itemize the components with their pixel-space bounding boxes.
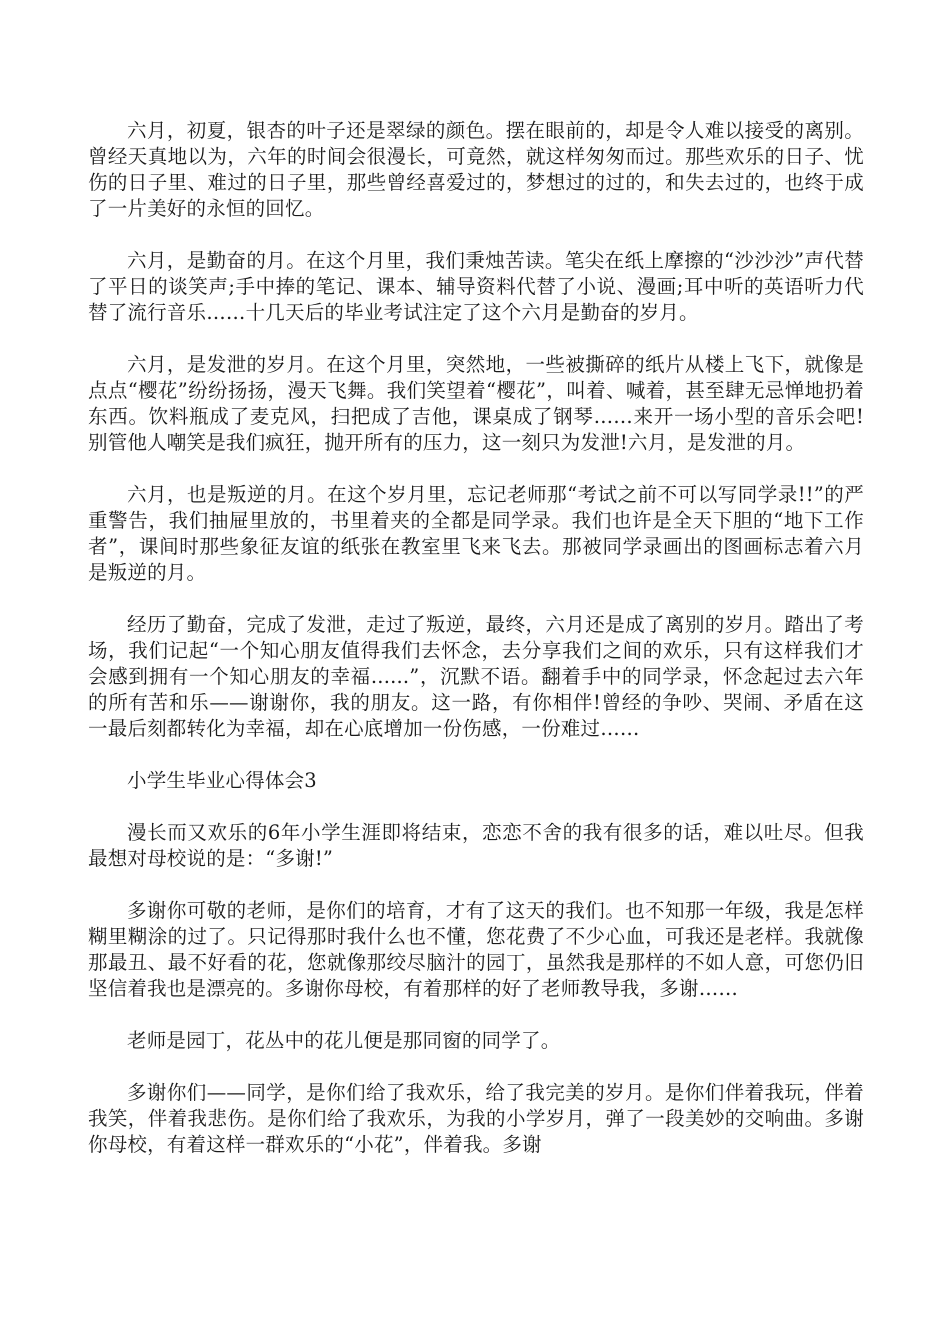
paragraph: 老师是园丁，花丛中的花儿便是那同窗的同学了。 xyxy=(127,1029,561,1052)
paragraph: 六月，是发泄的岁月。在这个月里，突然地，一些被撕碎的纸片从楼上飞下，就像是点点“樱花”纷纷扬扬，漫天飞舞。我们笑望着“樱花”，叫着、喊着，甚至肆无忌惮地扔着东西。饮料瓶成了麦克风，扫把成了吉他，课桌成了钢琴……来开一场小型的音乐会吧!别管他人嘲笑是我们疯狂，抛开所有的压力，这一刻只为发泄!六月，是发泄的月。 xyxy=(88,353,864,454)
paragraph: 六月，也是叛逆的月。在这个岁月里，忘记老师那“考试之前不可以写同学录!!”的严重警告，我们抽屉里放的，书里着夹的全都是同学录。我们也许是全天下胆的“地下工作者”，课间时那些象征友谊的纸张在教室里飞来飞去。那被同学录画出的图画标志着六月是叛逆的月。 xyxy=(88,483,864,584)
section-heading: 小学生毕业心得体会3 xyxy=(127,769,317,792)
document-page xyxy=(88,118,864,1184)
paragraph: 经历了勤奋，完成了发泄，走过了叛逆，最终，六月还是成了离别的岁月。踏出了考场，我们记起“一个知心朋友值得我们去怀念，去分享我们之间的欢乐，只有这样我们才会感到拥有一个知心朋友的幸福......”，沉默不语。翻着手中的同学录，怀念起过去六年的所有苦和乐——谢谢你，我的朋友。这一路，有你相伴!曾经的争吵、哭闹、矛盾在这一最后刻都转化为幸福，却在心底增加一份伤感，一份难过…… xyxy=(88,613,864,740)
paragraph: 六月，初夏，银杏的叶子还是翠绿的颜色。摆在眼前的，却是令人难以接受的离别。曾经天真地以为，六年的时间会很漫长，可竟然，就这样匆匆而过。那些欢乐的日子、忧伤的日子里、难过的日子里，那些曾经喜爱过的，梦想过的过的，和失去过的，也终于成了一片美好的永恒的回忆。 xyxy=(88,119,864,220)
paragraph: 多谢你可敬的老师，是你们的培育，才有了这天的我们。也不知那一年级，我是怎样糊里糊涂的过了。只记得那时我什么也不懂，您花费了不少心血，可我还是老样。我就像那最丑、最不好看的花，您就像那绞尽脑汁的园丁，虽然我是那样的不如人意，可您仍旧坚信着我也是漂亮的。多谢你母校，有着那样的好了老师教导我，多谢…… xyxy=(88,899,864,1000)
paragraph: 多谢你们——同学，是你们给了我欢乐，给了我完美的岁月。是你们伴着我玩，伴着我笑，伴着我悲伤。是你们给了我欢乐，为我的小学岁月，弹了一段美妙的交响曲。多谢你母校，有着这样一群欢乐的“小花”，伴着我。多谢 xyxy=(88,1081,864,1156)
paragraph: 漫长而又欢乐的6年小学生涯即将结束，恋恋不舍的我有很多的话，难以吐尽。但我最想对母校说的是：“多谢!” xyxy=(88,821,864,870)
paragraph: 六月，是勤奋的月。在这个月里，我们秉烛苦读。笔尖在纸上摩擦的“沙沙沙”声代替了平日的谈笑声;手中捧的笔记、课本、辅导资料代替了小说、漫画;耳中听的英语听力代替了流行音乐……十几天后的毕业考试注定了这个六月是勤奋的岁月。 xyxy=(88,249,864,324)
